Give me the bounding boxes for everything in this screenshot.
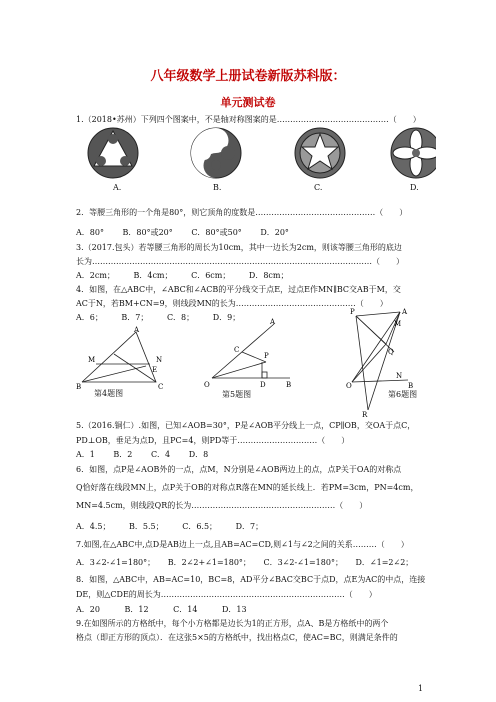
q8-options — [76, 604, 263, 615]
q1-option-b: B. — [213, 183, 222, 192]
fig4-label-m: M — [88, 356, 96, 364]
figure-5-caption: 第5题图 — [222, 390, 252, 399]
q7-option-d: D．∠1=2∠2； — [355, 558, 414, 567]
q9-line-2: 格点（即正方形的顶点）．在这张5×5的方格纸中，找出格点C，使AC=BC，则满足条件的 — [76, 633, 398, 642]
q4-line-2: AC于N，若BM+CN=9，则线段MN的长为………………………………………（ ） — [76, 299, 388, 308]
q5-options — [76, 449, 224, 460]
page-title: 八年级数学上册试卷新版苏科版： — [150, 69, 346, 84]
q2-option-c: C．80°或50° — [191, 228, 242, 237]
q9-line-1: 9.在如图所示的方格纸中，每个小方格都是边长为1的正方形，点A、B是方格纸中的两个 — [76, 619, 389, 628]
q4-option-b: B．7； — [121, 313, 149, 322]
q4-line-1: 4．如图，在△ABC中，∠ABC和∠ACB的平分线交于点E，过点E作MN∥BC交AB于M，交 — [76, 285, 401, 294]
q3-option-a: A．2cm； — [76, 271, 115, 280]
q1-stem: 1.（2018•苏州）下列四个图案中，不是轴对称图案的是……………………………………（ ） — [76, 115, 421, 124]
page-number: 1 — [418, 684, 424, 693]
fig5-label-d: D — [260, 381, 266, 388]
fig4-label-b: B — [76, 383, 82, 390]
fig6-label-a: A — [402, 308, 408, 316]
q8-option-a: A．20 — [76, 605, 100, 614]
q3-option-b: B．4cm； — [133, 271, 173, 280]
figure-4 — [74, 326, 174, 390]
q2-stem: 2．等腰三角形的一个角是80°，则它顶角的度数是………………………………………（ ） — [76, 208, 408, 217]
q6-option-b: B．5.5； — [129, 522, 164, 531]
q1-option-a: A. — [113, 183, 122, 192]
q1-figures — [76, 126, 436, 184]
q8-option-c: C．14 — [173, 605, 198, 614]
q1-option-d: D. — [410, 183, 419, 192]
q6-line-2: Q恰好落在线段MN上，点P关于OB的对称点R落在MN的延长线上．若PM=3cm，PN=4cm， — [76, 483, 419, 492]
q6-option-a: A．4.5； — [76, 522, 111, 531]
figure-6-caption: 第6题图 — [388, 390, 418, 399]
q1-option-c: C. — [314, 183, 323, 192]
q3-option-d: D．8cm； — [248, 271, 289, 280]
q7-options — [76, 557, 429, 568]
fig6-label-b: B — [408, 382, 414, 390]
q5-option-b: B．2 — [113, 450, 133, 459]
page-subtitle: 单元测试卷 — [220, 96, 276, 109]
figure-4-caption: 第4题图 — [94, 389, 124, 398]
q8-option-d: D．13 — [221, 605, 247, 614]
fig5-label-a: A — [270, 318, 276, 326]
q4-option-c: C．8； — [166, 313, 195, 322]
fig4-label-a: A — [134, 326, 140, 334]
q5-option-c: C．4 — [150, 450, 171, 459]
q3-options — [76, 270, 304, 281]
fig6-label-o: O — [346, 382, 352, 390]
fig6-label-p: P — [350, 308, 355, 316]
q7-option-a: A．3∠2-∠1=180°； — [76, 558, 156, 567]
q5-option-d: D．8 — [188, 450, 209, 459]
fig5-label-p: P — [264, 352, 269, 360]
q1-figure-d — [391, 128, 436, 178]
fig6-label-r: R — [362, 411, 368, 418]
q8-line-1: 8．如图，△ABC中，AB=AC=10，BC=8，AD平分∠BAC交BC于点D，点E为AC的中点，连接 — [76, 575, 426, 584]
fig6-label-m: M — [394, 320, 402, 328]
q8-line-2: DE，则△CDE的周长为……………………………………………………………（ ） — [76, 590, 377, 599]
fig4-label-n: N — [156, 356, 163, 364]
q2-options — [76, 227, 305, 238]
fig4-label-e: E — [152, 366, 158, 374]
q2-option-b: B．80°或20° — [122, 228, 173, 237]
q8-option-b: B．12 — [124, 605, 149, 614]
q3-option-c: C．6cm； — [191, 271, 231, 280]
q5-line-2: PD⊥OB，垂足为点D，且PC=4，则PD等于…………………………（ ） — [76, 436, 350, 445]
fig5-label-b: B — [286, 381, 292, 388]
fig4-label-c: C — [158, 383, 164, 390]
q1-figure-b — [191, 128, 241, 178]
q7-stem: 7.如图,在△ABC中,点D是AB边上一点,且AB=AC=CD,则∠1与∠2之间的关系………（ ） — [76, 540, 409, 549]
q7-option-b: B．2∠2+∠1=180°； — [167, 558, 251, 567]
q6-line-3: MN=4.5cm，则线段QR的长为………………………………………………（ ） — [76, 501, 368, 510]
q5-option-a: A．1 — [76, 450, 95, 459]
fig6-label-q: Q — [388, 348, 394, 356]
q1-figure-c — [295, 128, 345, 178]
q5-line-1: 5.（2016.铜仁）.如图，已知∠AOB=30°，P是∠AOB平分线上一点，CP∥OB，交OA于点C， — [76, 421, 416, 430]
q7-option-c: C．3∠2-∠1=180°； — [263, 558, 343, 567]
q2-option-a: A．80° — [76, 228, 104, 237]
q6-option-d: D．7； — [235, 522, 264, 531]
figure-5 — [204, 316, 296, 388]
figure-6 — [346, 306, 416, 418]
fig5-label-c: C — [234, 346, 240, 354]
q6-option-c: C．6.5； — [182, 522, 218, 531]
q4-option-d: D．9； — [212, 313, 241, 322]
q4-option-a: A．6； — [76, 313, 103, 322]
fig5-label-o: O — [204, 381, 210, 388]
q6-line-1: 6．如图，点P是∠AOB外的一点，点M，N分别是∠AOB两边上的点，点P关于OA的对称点 — [76, 465, 402, 474]
q6-options — [76, 521, 279, 532]
q3-line-1: 3.（2017.包头）若等腰三角形的周长为10cm，其中一边长为2cm，则该等腰三角形的底边 — [76, 243, 402, 252]
q2-option-d: D．20° — [260, 228, 289, 237]
q1-figure-a — [88, 128, 138, 178]
fig6-label-n: N — [396, 372, 403, 380]
q3-line-2: 长为……………………………………………………………………………………………（ ） — [76, 257, 404, 266]
